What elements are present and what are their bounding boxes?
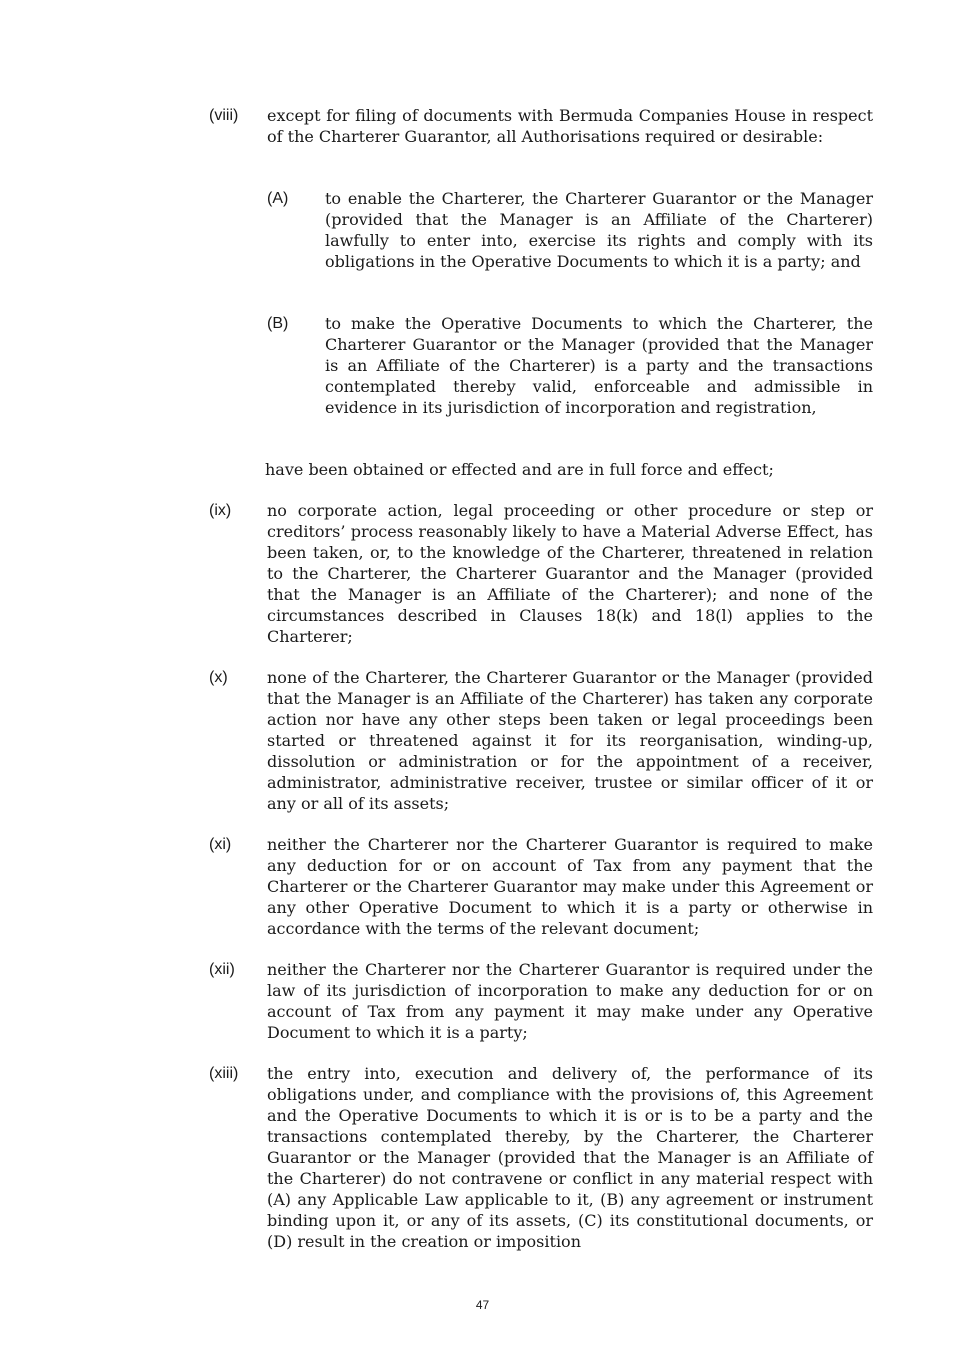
subclause-text: to enable the Charterer, the Charterer Guarantor or the Manager (provided that the Manager is an Affiliate of the Charterer) lawfully to enter into, exercise its rights and comply with its obligations in the Operative Documents to which it is a party; and: [325, 189, 873, 271]
clause-viii-tail: have been obtained or effected and are in full force and effect;: [265, 460, 774, 479]
clause-label: (x): [209, 669, 228, 686]
subclause-text: to make the Operative Documents to which the Charterer, the Charterer Guarantor or the Manager (provided that the Manager is an Affiliate of the Charterer) is a party and the transactions contemplated thereby valid, enforceable and admissible in evidence in its jurisdiction of incorporation and registration,: [325, 314, 873, 417]
clause-text: except for filing of documents with Bermuda Companies House in respect of the Charterer Guarantor, all Authorisations required or desirable:: [267, 106, 873, 146]
clause-label: (xiii): [209, 1065, 239, 1082]
clause-xi: [209, 834, 873, 939]
clause-xii: [209, 959, 873, 1043]
clause-x: [209, 667, 873, 814]
subclause-b: [267, 313, 873, 418]
clause-text: neither the Charterer nor the Charterer Guarantor is required to make any deduction for or on account of Tax from any payment that the Charterer or the Charterer Guarantor may make under this Agreement or any other Operative Document to which it is a party or otherwise in accordance with the terms of the relevant document;: [267, 835, 873, 938]
clause-xiii: [209, 1063, 873, 1252]
subclause-a: [267, 188, 873, 272]
clause-label: (viii): [209, 107, 239, 124]
clause-ix: [209, 500, 873, 647]
clause-text: neither the Charterer nor the Charterer Guarantor is required under the law of its jurisdiction of incorporation to make any deduction for or on account of Tax from any payment it may make under any Operative Document to which it is a party;: [267, 960, 873, 1042]
clause-text: none of the Charterer, the Charterer Guarantor or the Manager (provided that the Manager is an Affiliate of the Charterer) has taken any corporate action nor have any other steps been taken or legal proceedings been started or threatened against it for its reorganisation, winding-up, dissolution or administration or for the appointment of a receiver, administrator, administrative receiver, trustee or similar officer of it or any or all of its assets;: [267, 668, 873, 813]
clause-label: (ix): [209, 502, 232, 519]
clause-text: no corporate action, legal proceeding or other procedure or step or creditors’ process reasonably likely to have a Material Adverse Effect, has been taken, or, to the knowledge of the Charterer, threatened in relation to the Charterer, the Charterer Guarantor and the Manager (provided that the Manager is an Affiliate of the Charterer); and none of the circumstances described in Clauses 18(k) and 18(l) applies to the Charterer;: [267, 501, 873, 646]
clause-label: (xi): [209, 836, 232, 853]
page-number: 47: [475, 1298, 490, 1312]
clause-label: (xii): [209, 961, 235, 978]
subclause-label: (B): [267, 315, 289, 332]
clause-text: the entry into, execution and delivery of, the performance of its obligations under, and compliance with the provisions of, this Agreement and the Operative Documents to which it is or is to be a party and the transactions contemplated thereby, by the Charterer, the Charterer Guarantor or the Manager (provided that the Manager is an Affiliate of the Charterer) do not contravene or conflict in any material respect with (A) any Applicable Law applicable to it, (B) any agreement or instrument binding upon it, or any of its assets, (C) its constitutional documents, or (D) result in the creation or imposition: [267, 1064, 873, 1251]
clause-viii: [209, 105, 873, 147]
subclause-label: (A): [267, 190, 289, 207]
